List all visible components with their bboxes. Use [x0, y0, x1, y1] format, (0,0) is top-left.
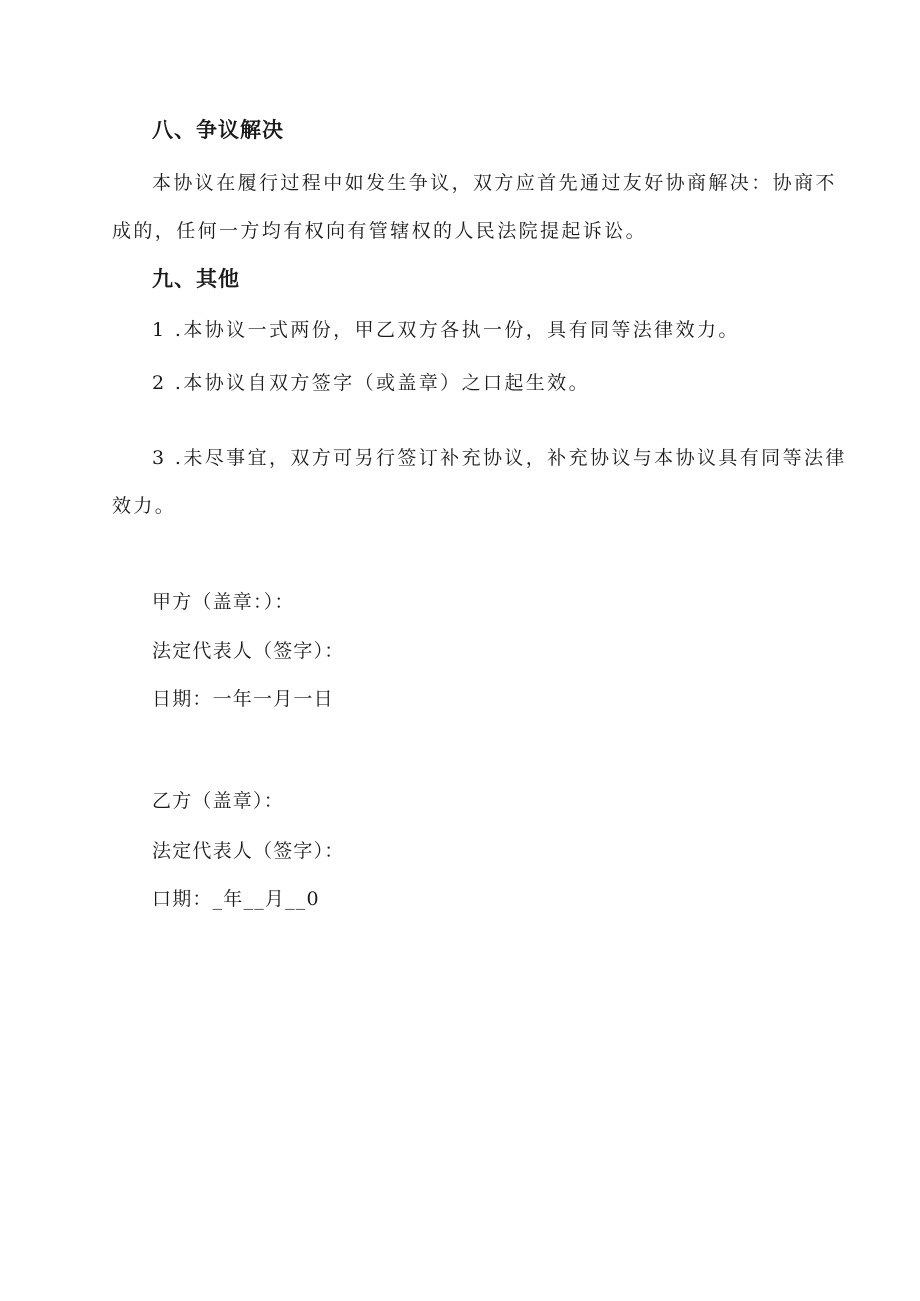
party-a-date-line: 日期：一年一月一日	[152, 688, 334, 710]
party-b-date-line: 口期：_年__月__0	[152, 888, 320, 910]
party-a-representative-line: 法定代表人（签字）：	[152, 640, 345, 662]
party-b-seal-line: 乙方（盖章）：	[152, 790, 284, 812]
party-a-seal-line: 甲方（盖章：）：	[152, 591, 295, 613]
section-9-item-3-line-2: 效力。	[112, 495, 177, 517]
section-9-item-1: 1 .本协议一式两份，甲乙双方各执一份，具有同等法律效力。	[152, 319, 740, 341]
section-9-item-2: 2 .本协议自双方签字（或盖章）之口起生效。	[152, 372, 590, 394]
section-8-heading: 八、争议解决	[152, 118, 284, 142]
section-8-paragraph-line-1: 本协议在履行过程中如发生争议，双方应首先通过友好协商解决：协商不	[152, 172, 837, 194]
section-9-heading: 九、其他	[152, 267, 240, 291]
section-8-paragraph-line-2: 成的，任何一方均有权向有管辖权的人民法院提起诉讼。	[112, 220, 648, 242]
section-9-item-3-line-1: 3 .未尽事宜，双方可另行签订补充协议，补充协议与本协议具有同等法律	[152, 447, 847, 469]
party-b-representative-line: 法定代表人（签字）：	[152, 840, 345, 862]
